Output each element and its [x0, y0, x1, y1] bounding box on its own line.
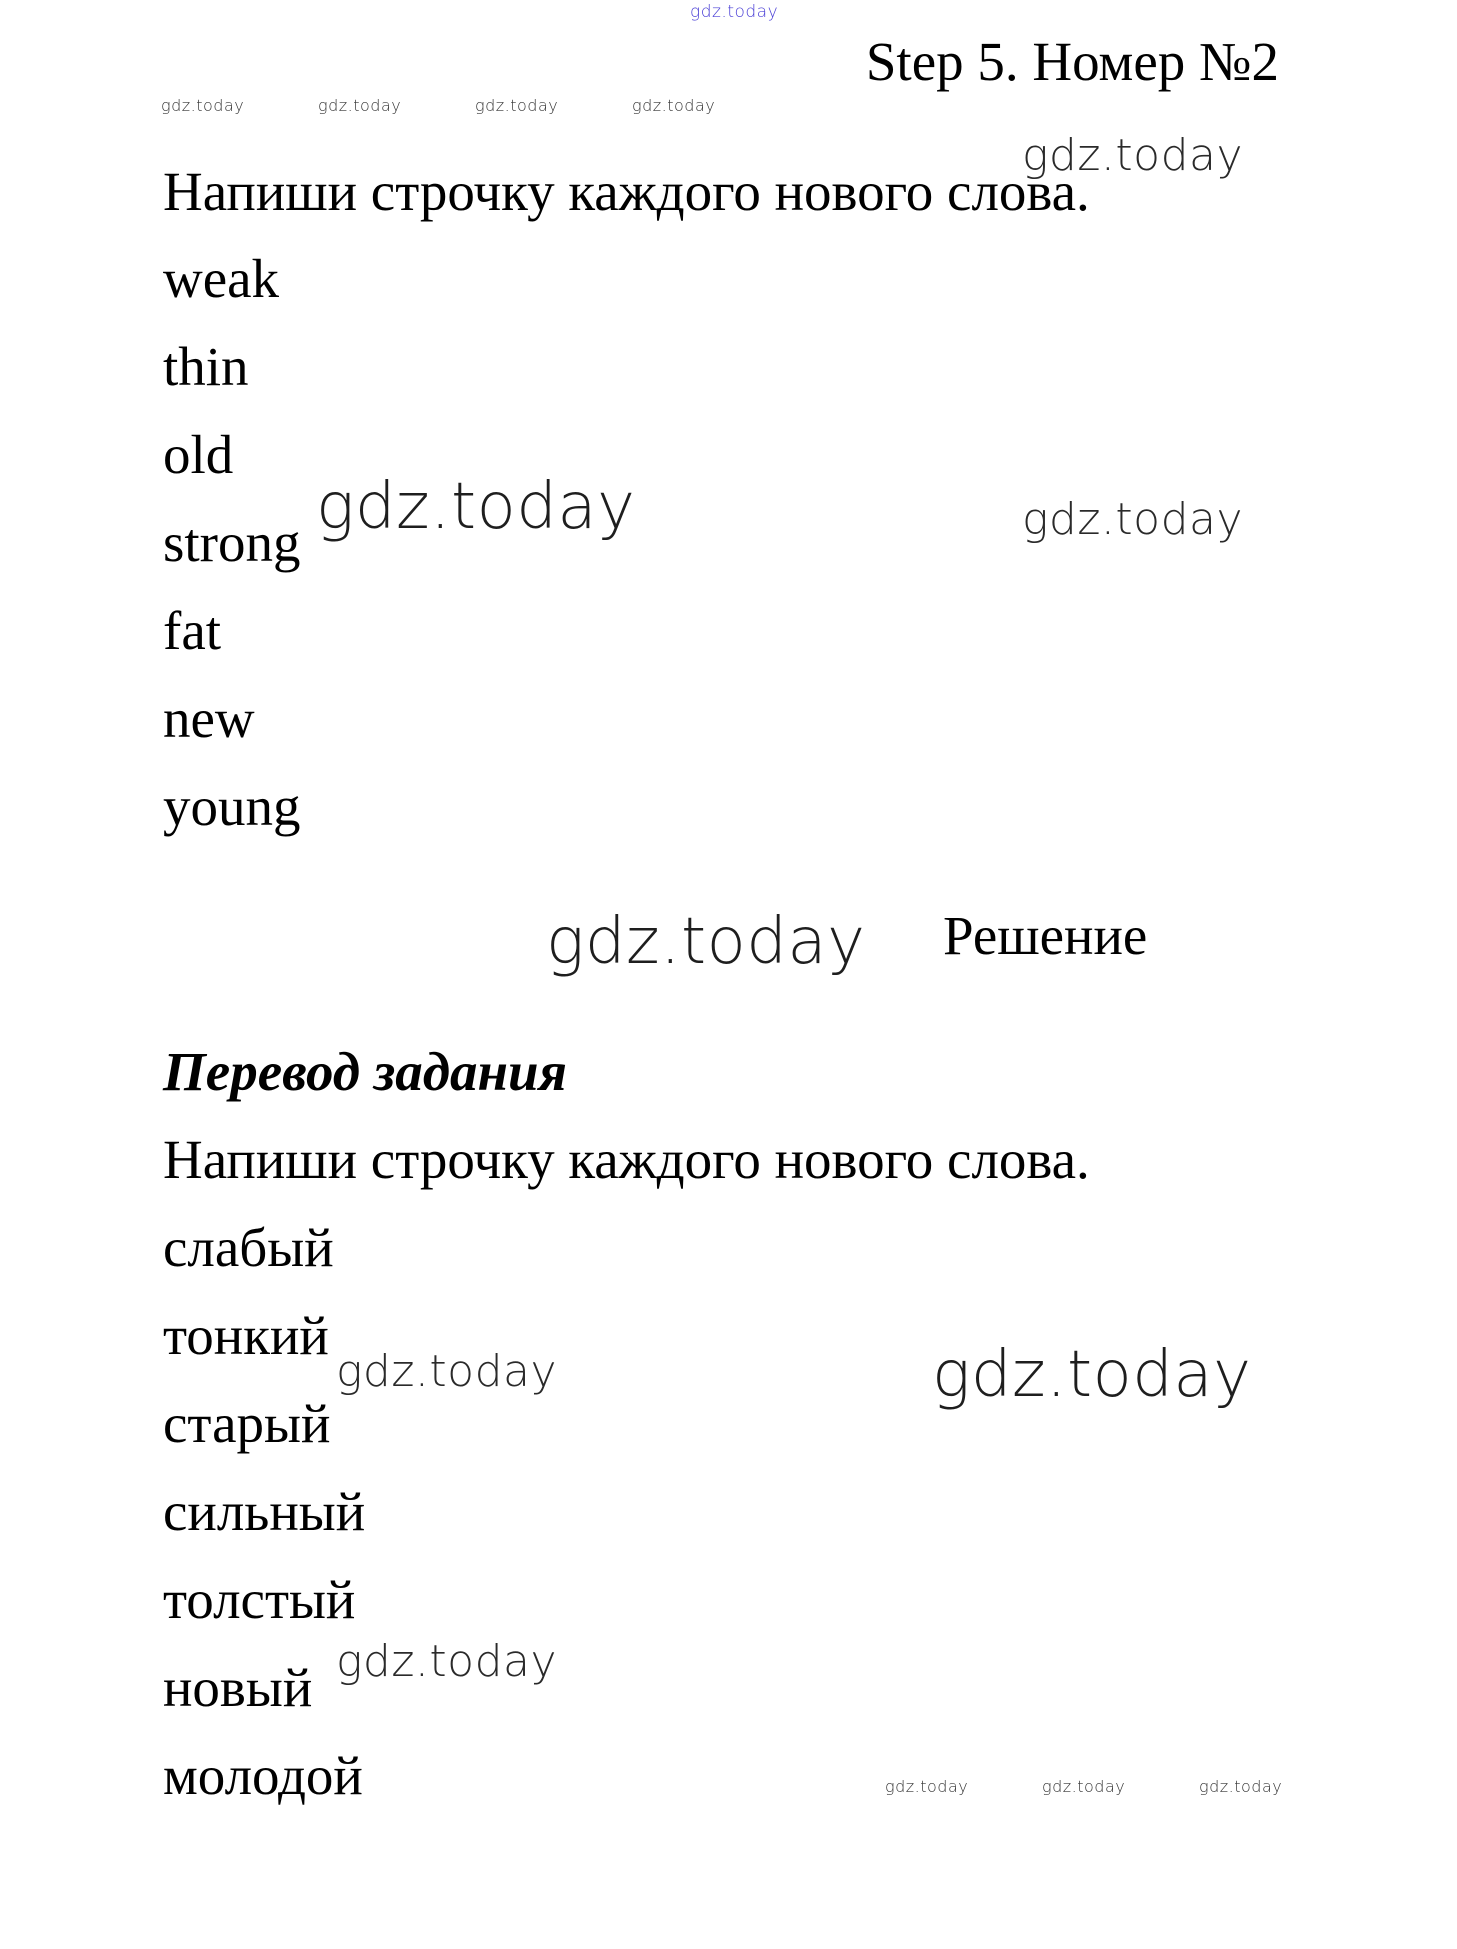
watermark: gdz.today	[885, 1777, 969, 1796]
translation-word: слабый	[163, 1217, 334, 1278]
watermark: gdz.today	[336, 1636, 558, 1687]
task-word: fat	[163, 600, 222, 661]
translation-word: старый	[163, 1393, 331, 1454]
task-word: old	[163, 424, 234, 485]
task-word: strong	[163, 512, 301, 573]
translation-word: толстый	[163, 1569, 356, 1630]
task-word: thin	[163, 336, 249, 397]
solution-label: Решение	[943, 905, 1148, 966]
watermark: gdz.today	[475, 96, 559, 115]
translation-instruction: Напиши строчку каждого нового слова.	[163, 1129, 1090, 1190]
watermark: gdz.today	[318, 96, 402, 115]
watermark: gdz.today	[316, 470, 636, 544]
watermark: gdz.today	[336, 1346, 558, 1397]
watermark: gdz.today	[932, 1338, 1252, 1412]
task-word: young	[163, 776, 301, 837]
translation-word: сильный	[163, 1481, 366, 1542]
task-word: weak	[163, 248, 280, 309]
task-word: new	[163, 688, 255, 749]
watermark: gdz.today	[546, 905, 866, 979]
task-instruction: Напиши строчку каждого нового слова.	[163, 161, 1090, 222]
watermark: gdz.today	[632, 96, 716, 115]
watermark: gdz.today	[1199, 1777, 1283, 1796]
translation-word: тонкий	[163, 1305, 329, 1366]
watermark-top-link[interactable]: gdz.today	[690, 2, 779, 22]
page-title: Step 5. Номер №2	[865, 31, 1279, 92]
translation-word: молодой	[163, 1745, 363, 1806]
translation-heading: Перевод задания	[163, 1041, 567, 1102]
translation-word: новый	[163, 1657, 313, 1718]
watermark: gdz.today	[1042, 1777, 1126, 1796]
watermark: gdz.today	[1022, 130, 1244, 181]
watermark: gdz.today	[161, 96, 245, 115]
watermark: gdz.today	[1022, 494, 1244, 545]
